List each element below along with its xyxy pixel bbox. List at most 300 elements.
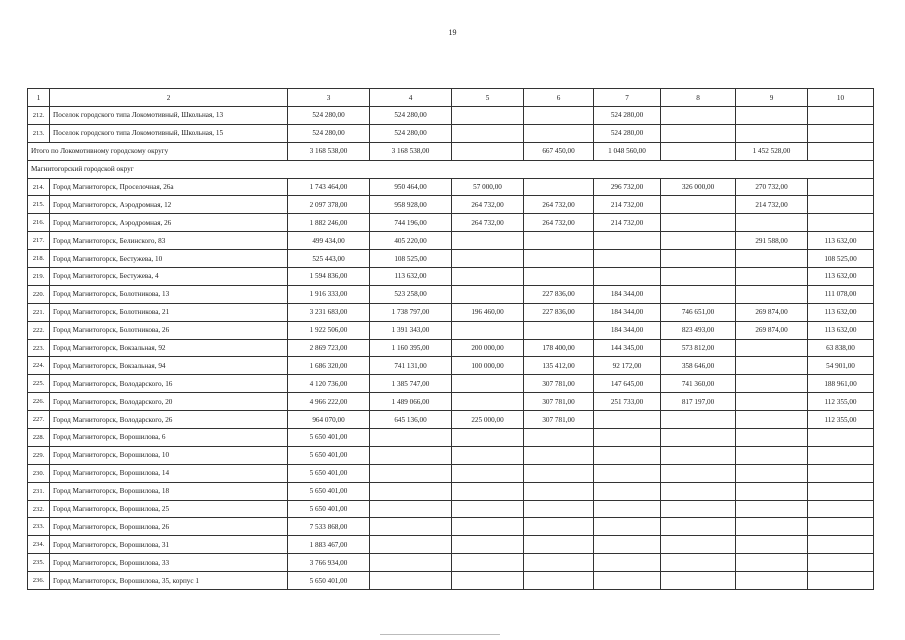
value-cell: 524 280,00 (594, 107, 661, 125)
value-cell: 741 360,00 (661, 375, 736, 393)
value-cell (370, 536, 452, 554)
total-value-cell (808, 142, 874, 160)
value-cell (594, 518, 661, 536)
total-value-cell: 3 168 538,00 (370, 142, 452, 160)
value-cell: 964 070,00 (288, 411, 370, 429)
address-cell: Поселок городского типа Локомотивный, Школьная, 15 (50, 124, 288, 142)
table-row (28, 250, 874, 268)
value-cell: 524 280,00 (594, 124, 661, 142)
row-number: 213. (28, 124, 50, 142)
value-cell (594, 500, 661, 518)
value-cell (594, 554, 661, 572)
value-cell: 113 632,00 (808, 268, 874, 286)
row-number: 236. (28, 572, 50, 590)
value-cell (736, 518, 808, 536)
column-header: 4 (370, 89, 452, 107)
data-table (27, 88, 874, 590)
table-row (28, 357, 874, 375)
address-cell: Город Магнитогорск, Ворошилова, 33 (50, 554, 288, 572)
value-cell (808, 572, 874, 590)
value-cell (736, 250, 808, 268)
value-cell: 5 650 401,00 (288, 572, 370, 590)
address-cell: Город Магнитогорск, Ворошилова, 18 (50, 482, 288, 500)
value-cell (370, 572, 452, 590)
value-cell (524, 572, 594, 590)
value-cell (736, 464, 808, 482)
value-cell: 113 632,00 (370, 268, 452, 286)
value-cell (594, 464, 661, 482)
address-cell: Город Магнитогорск, Володарского, 16 (50, 375, 288, 393)
value-cell (524, 124, 594, 142)
column-header: 8 (661, 89, 736, 107)
value-cell (808, 446, 874, 464)
value-cell: 251 733,00 (594, 393, 661, 411)
value-cell (661, 250, 736, 268)
value-cell: 1 489 066,00 (370, 393, 452, 411)
table-row (28, 232, 874, 250)
table-row (28, 393, 874, 411)
value-cell (661, 196, 736, 214)
value-cell (736, 339, 808, 357)
column-header: 10 (808, 89, 874, 107)
value-cell: 499 434,00 (288, 232, 370, 250)
value-cell (370, 554, 452, 572)
value-cell: 524 280,00 (288, 124, 370, 142)
row-number: 228. (28, 429, 50, 447)
table-row (28, 303, 874, 321)
value-cell: 5 650 401,00 (288, 446, 370, 464)
value-cell: 264 732,00 (524, 196, 594, 214)
value-cell (524, 232, 594, 250)
value-cell (661, 429, 736, 447)
address-cell: Город Магнитогорск, Ворошилова, 14 (50, 464, 288, 482)
value-cell (524, 107, 594, 125)
total-label: Итого по Локомотивному городскому округу (28, 142, 288, 160)
value-cell (736, 572, 808, 590)
value-cell: 1 391 343,00 (370, 321, 452, 339)
value-cell: 326 000,00 (661, 178, 736, 196)
value-cell: 264 732,00 (452, 214, 524, 232)
value-cell: 113 632,00 (808, 303, 874, 321)
total-value-cell (452, 142, 524, 160)
address-cell: Город Магнитогорск, Ворошилова, 6 (50, 429, 288, 447)
total-value-cell: 667 450,00 (524, 142, 594, 160)
value-cell: 147 645,00 (594, 375, 661, 393)
value-cell: 4 966 222,00 (288, 393, 370, 411)
value-cell: 214 732,00 (736, 196, 808, 214)
row-number: 229. (28, 446, 50, 464)
row-number: 232. (28, 500, 50, 518)
value-cell: 113 632,00 (808, 321, 874, 339)
value-cell (370, 446, 452, 464)
value-cell: 307 781,00 (524, 375, 594, 393)
value-cell (370, 500, 452, 518)
value-cell (661, 214, 736, 232)
column-header: 3 (288, 89, 370, 107)
value-cell: 108 525,00 (808, 250, 874, 268)
table-row (28, 464, 874, 482)
address-cell: Город Магнитогорск, Болотникова, 13 (50, 285, 288, 303)
table-row (28, 107, 874, 125)
column-header: 7 (594, 89, 661, 107)
value-cell: 950 464,00 (370, 178, 452, 196)
value-cell: 823 493,00 (661, 321, 736, 339)
address-cell: Город Магнитогорск, Володарского, 26 (50, 411, 288, 429)
value-cell (808, 482, 874, 500)
value-cell: 1 738 797,00 (370, 303, 452, 321)
table-row (28, 572, 874, 590)
value-cell (661, 500, 736, 518)
address-cell: Город Магнитогорск, Володарского, 20 (50, 393, 288, 411)
value-cell (524, 178, 594, 196)
value-cell (736, 536, 808, 554)
value-cell (808, 178, 874, 196)
value-cell: 100 000,00 (452, 357, 524, 375)
value-cell: 958 928,00 (370, 196, 452, 214)
value-cell: 5 650 401,00 (288, 429, 370, 447)
value-cell (736, 285, 808, 303)
value-cell (661, 554, 736, 572)
table-row (28, 482, 874, 500)
value-cell: 817 197,00 (661, 393, 736, 411)
value-cell (524, 321, 594, 339)
value-cell (736, 268, 808, 286)
row-number: 219. (28, 268, 50, 286)
value-cell: 1 160 395,00 (370, 339, 452, 357)
value-cell (808, 124, 874, 142)
value-cell (661, 268, 736, 286)
table-row (28, 268, 874, 286)
value-cell (452, 429, 524, 447)
value-cell (808, 464, 874, 482)
value-cell (736, 500, 808, 518)
total-value-cell: 3 168 538,00 (288, 142, 370, 160)
value-cell (808, 518, 874, 536)
value-cell (594, 446, 661, 464)
row-number: 220. (28, 285, 50, 303)
value-cell (524, 464, 594, 482)
value-cell (808, 214, 874, 232)
value-cell (661, 536, 736, 554)
value-cell (736, 357, 808, 375)
table-row (28, 518, 874, 536)
total-row (28, 142, 874, 160)
total-value-cell: 1 048 560,00 (594, 142, 661, 160)
value-cell (452, 250, 524, 268)
table-row (28, 196, 874, 214)
section-heading: Магнитогорский городской округ (28, 160, 874, 178)
value-cell: 524 280,00 (370, 124, 452, 142)
value-cell (524, 554, 594, 572)
table-row (28, 429, 874, 447)
value-cell (370, 464, 452, 482)
value-cell: 1 686 320,00 (288, 357, 370, 375)
value-cell: 741 131,00 (370, 357, 452, 375)
row-number: 235. (28, 554, 50, 572)
value-cell: 2 869 723,00 (288, 339, 370, 357)
value-cell: 57 000,00 (452, 178, 524, 196)
row-number: 234. (28, 536, 50, 554)
value-cell (736, 429, 808, 447)
column-header: 2 (50, 89, 288, 107)
table-row (28, 124, 874, 142)
value-cell (524, 500, 594, 518)
value-cell: 4 120 736,00 (288, 375, 370, 393)
table-row (28, 500, 874, 518)
value-cell: 227 836,00 (524, 303, 594, 321)
value-cell (594, 232, 661, 250)
value-cell (808, 554, 874, 572)
total-value-cell (661, 142, 736, 160)
value-cell: 1 882 246,00 (288, 214, 370, 232)
row-number: 224. (28, 357, 50, 375)
value-cell: 92 172,00 (594, 357, 661, 375)
address-cell: Город Магнитогорск, Ворошилова, 35, корпус 1 (50, 572, 288, 590)
value-cell (808, 500, 874, 518)
value-cell: 573 812,00 (661, 339, 736, 357)
value-cell: 214 732,00 (594, 214, 661, 232)
value-cell: 184 344,00 (594, 321, 661, 339)
value-cell: 1 922 506,00 (288, 321, 370, 339)
column-header: 9 (736, 89, 808, 107)
value-cell (452, 482, 524, 500)
row-number: 216. (28, 214, 50, 232)
value-cell: 178 400,00 (524, 339, 594, 357)
value-cell: 291 588,00 (736, 232, 808, 250)
value-cell: 1 883 467,00 (288, 536, 370, 554)
value-cell (736, 482, 808, 500)
table-row (28, 536, 874, 554)
value-cell: 296 732,00 (594, 178, 661, 196)
value-cell: 358 646,00 (661, 357, 736, 375)
address-cell: Город Магнитогорск, Белинского, 83 (50, 232, 288, 250)
row-number: 212. (28, 107, 50, 125)
value-cell (808, 196, 874, 214)
value-cell (661, 285, 736, 303)
value-cell: 269 874,00 (736, 321, 808, 339)
value-cell (661, 107, 736, 125)
total-value-cell: 1 452 528,00 (736, 142, 808, 160)
value-cell: 3 766 934,00 (288, 554, 370, 572)
row-number: 231. (28, 482, 50, 500)
value-cell (594, 572, 661, 590)
address-cell: Город Магнитогорск, Вокзальная, 92 (50, 339, 288, 357)
value-cell (452, 446, 524, 464)
value-cell: 2 097 378,00 (288, 196, 370, 214)
value-cell (452, 285, 524, 303)
value-cell (736, 124, 808, 142)
value-cell (808, 536, 874, 554)
value-cell (808, 429, 874, 447)
value-cell: 5 650 401,00 (288, 464, 370, 482)
value-cell: 5 650 401,00 (288, 500, 370, 518)
value-cell (452, 554, 524, 572)
row-number: 217. (28, 232, 50, 250)
value-cell (736, 393, 808, 411)
value-cell: 113 632,00 (808, 232, 874, 250)
address-cell: Город Магнитогорск, Проселочная, 26а (50, 178, 288, 196)
value-cell: 111 078,00 (808, 285, 874, 303)
value-cell: 63 838,00 (808, 339, 874, 357)
value-cell (452, 124, 524, 142)
row-number: 222. (28, 321, 50, 339)
value-cell: 524 280,00 (370, 107, 452, 125)
value-cell (736, 411, 808, 429)
column-header: 6 (524, 89, 594, 107)
value-cell (452, 393, 524, 411)
value-cell: 188 961,00 (808, 375, 874, 393)
table-row (28, 321, 874, 339)
value-cell: 112 355,00 (808, 393, 874, 411)
table-row (28, 339, 874, 357)
address-cell: Город Магнитогорск, Бестужева, 10 (50, 250, 288, 268)
row-number: 226. (28, 393, 50, 411)
value-cell (736, 107, 808, 125)
value-cell: 144 345,00 (594, 339, 661, 357)
value-cell (452, 232, 524, 250)
section-row (28, 160, 874, 178)
address-cell: Поселок городского типа Локомотивный, Школьная, 13 (50, 107, 288, 125)
value-cell (452, 518, 524, 536)
row-number: 221. (28, 303, 50, 321)
table-row (28, 375, 874, 393)
value-cell (524, 268, 594, 286)
value-cell (370, 429, 452, 447)
value-cell (661, 446, 736, 464)
value-cell: 307 781,00 (524, 393, 594, 411)
column-header: 1 (28, 89, 50, 107)
value-cell (524, 446, 594, 464)
column-header: 5 (452, 89, 524, 107)
row-number: 230. (28, 464, 50, 482)
value-cell: 196 460,00 (452, 303, 524, 321)
value-cell: 1 594 836,00 (288, 268, 370, 286)
value-cell: 307 781,00 (524, 411, 594, 429)
value-cell: 7 533 868,00 (288, 518, 370, 536)
value-cell (661, 464, 736, 482)
row-number: 218. (28, 250, 50, 268)
value-cell (661, 411, 736, 429)
value-cell: 227 836,00 (524, 285, 594, 303)
address-cell: Город Магнитогорск, Ворошилова, 25 (50, 500, 288, 518)
value-cell (452, 107, 524, 125)
value-cell (594, 411, 661, 429)
address-cell: Город Магнитогорск, Вокзальная, 94 (50, 357, 288, 375)
address-cell: Город Магнитогорск, Болотникова, 21 (50, 303, 288, 321)
value-cell: 525 443,00 (288, 250, 370, 268)
value-cell: 524 280,00 (288, 107, 370, 125)
row-number: 227. (28, 411, 50, 429)
page-number: 19 (448, 28, 457, 37)
value-cell: 3 231 683,00 (288, 303, 370, 321)
value-cell (736, 214, 808, 232)
value-cell (524, 250, 594, 268)
value-cell (524, 536, 594, 554)
address-cell: Город Магнитогорск, Болотникова, 26 (50, 321, 288, 339)
address-cell: Город Магнитогорск, Ворошилова, 31 (50, 536, 288, 554)
value-cell (594, 429, 661, 447)
value-cell (452, 375, 524, 393)
row-number: 223. (28, 339, 50, 357)
table-row (28, 411, 874, 429)
value-cell (661, 482, 736, 500)
value-cell: 184 344,00 (594, 303, 661, 321)
value-cell: 184 344,00 (594, 285, 661, 303)
value-cell (524, 482, 594, 500)
value-cell (452, 536, 524, 554)
address-cell: Город Магнитогорск, Ворошилова, 10 (50, 446, 288, 464)
value-cell: 744 196,00 (370, 214, 452, 232)
value-cell (594, 482, 661, 500)
table-row (28, 214, 874, 232)
value-cell (524, 518, 594, 536)
table-row (28, 178, 874, 196)
value-cell (736, 446, 808, 464)
value-cell (661, 232, 736, 250)
row-number: 214. (28, 178, 50, 196)
value-cell: 1 743 464,00 (288, 178, 370, 196)
scan-artifact-line (380, 634, 500, 635)
value-cell: 269 874,00 (736, 303, 808, 321)
address-cell: Город Магнитогорск, Бестужева, 4 (50, 268, 288, 286)
value-cell (808, 107, 874, 125)
value-cell: 264 732,00 (524, 214, 594, 232)
value-cell: 746 651,00 (661, 303, 736, 321)
value-cell: 225 000,00 (452, 411, 524, 429)
value-cell (452, 572, 524, 590)
value-cell (452, 464, 524, 482)
address-cell: Город Магнитогорск, Аэродромная, 12 (50, 196, 288, 214)
value-cell (736, 554, 808, 572)
value-cell: 54 901,00 (808, 357, 874, 375)
table-body (28, 89, 874, 590)
column-header-row (28, 89, 874, 107)
value-cell (594, 536, 661, 554)
value-cell (661, 572, 736, 590)
value-cell: 214 732,00 (594, 196, 661, 214)
value-cell: 645 136,00 (370, 411, 452, 429)
value-cell: 112 355,00 (808, 411, 874, 429)
value-cell: 1 385 747,00 (370, 375, 452, 393)
value-cell (661, 518, 736, 536)
value-cell (661, 124, 736, 142)
value-cell: 264 732,00 (452, 196, 524, 214)
value-cell: 135 412,00 (524, 357, 594, 375)
value-cell (524, 429, 594, 447)
table-row (28, 554, 874, 572)
value-cell (594, 268, 661, 286)
value-cell: 270 732,00 (736, 178, 808, 196)
value-cell: 108 525,00 (370, 250, 452, 268)
address-cell: Город Магнитогорск, Ворошилова, 26 (50, 518, 288, 536)
value-cell (370, 482, 452, 500)
value-cell (452, 500, 524, 518)
value-cell (452, 268, 524, 286)
row-number: 233. (28, 518, 50, 536)
value-cell (452, 321, 524, 339)
table-row (28, 285, 874, 303)
address-cell: Город Магнитогорск, Аэродромная, 26 (50, 214, 288, 232)
value-cell (594, 250, 661, 268)
value-cell: 200 000,00 (452, 339, 524, 357)
table-row (28, 446, 874, 464)
value-cell (370, 518, 452, 536)
row-number: 215. (28, 196, 50, 214)
value-cell (736, 375, 808, 393)
value-cell: 523 258,00 (370, 285, 452, 303)
value-cell: 405 220,00 (370, 232, 452, 250)
row-number: 225. (28, 375, 50, 393)
